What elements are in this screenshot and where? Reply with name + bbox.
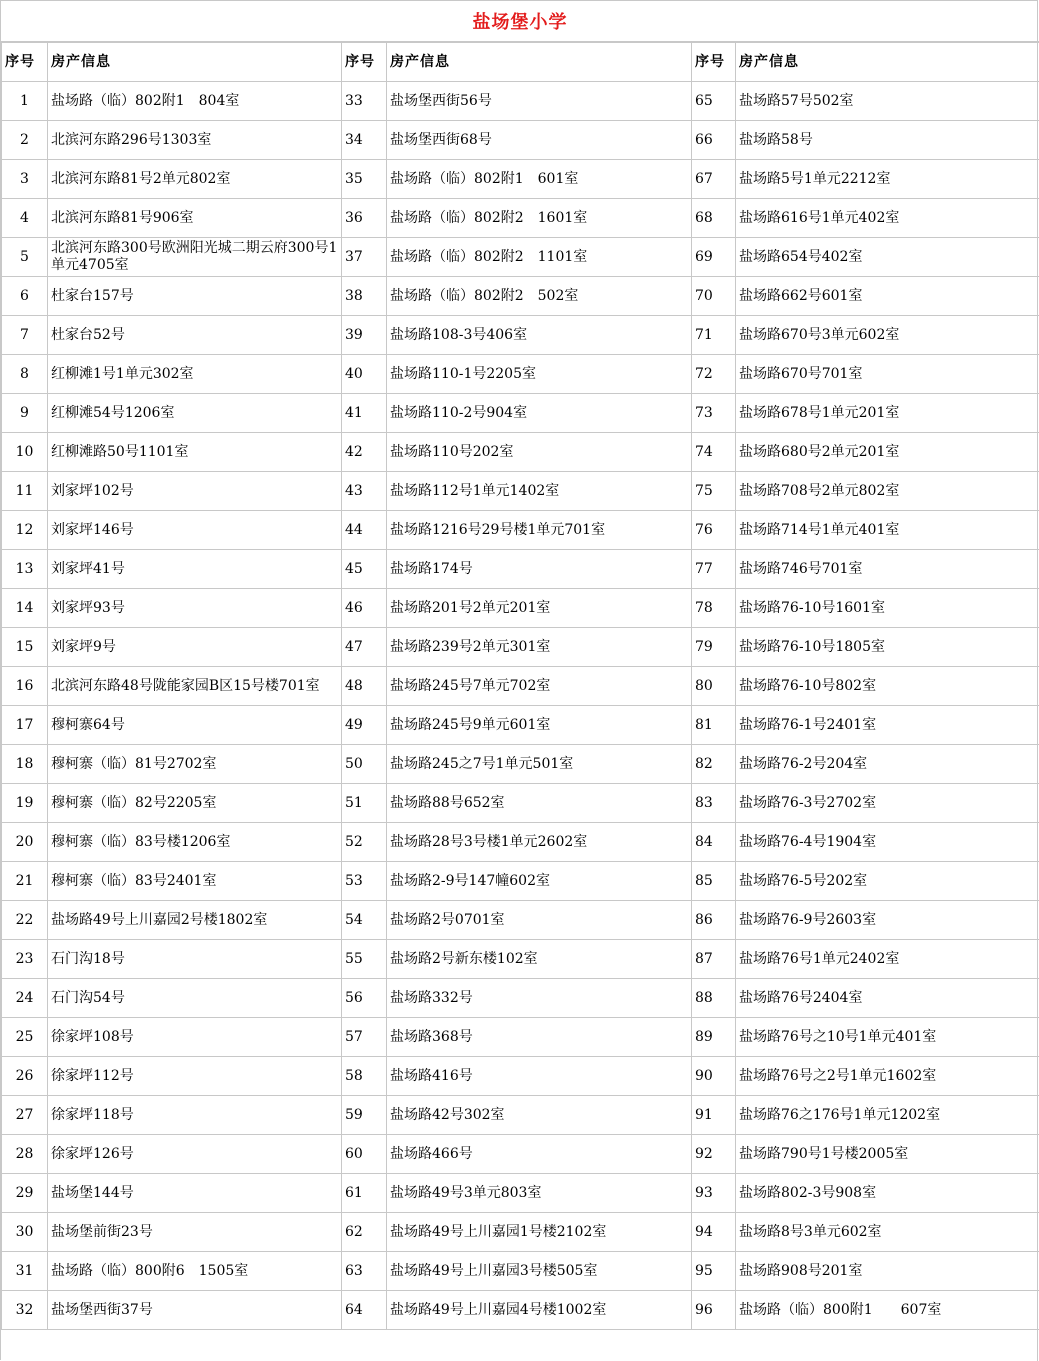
property-info: 盐场路174号 bbox=[387, 550, 692, 589]
row-number: 4 bbox=[2, 199, 48, 238]
property-info: 盐场路76-9号2603室 bbox=[736, 901, 1039, 940]
table-row bbox=[2, 784, 1039, 823]
table-row bbox=[2, 316, 1039, 355]
property-info: 刘家坪9号 bbox=[48, 628, 342, 667]
table-row bbox=[2, 1135, 1039, 1174]
row-number: 35 bbox=[342, 160, 387, 199]
row-number: 96 bbox=[692, 1291, 736, 1330]
property-info: 北滨河东路81号2单元802室 bbox=[48, 160, 342, 199]
row-number: 12 bbox=[2, 511, 48, 550]
property-info: 穆柯寨64号 bbox=[48, 706, 342, 745]
table-row bbox=[2, 1018, 1039, 1057]
property-info: 盐场路670号701室 bbox=[736, 355, 1039, 394]
property-info: 穆柯寨（临）82号2205室 bbox=[48, 784, 342, 823]
table-row bbox=[2, 199, 1039, 238]
table-row bbox=[2, 1057, 1039, 1096]
row-number: 13 bbox=[2, 550, 48, 589]
row-number: 14 bbox=[2, 589, 48, 628]
property-info: 盐场路802-3号908室 bbox=[736, 1174, 1039, 1213]
row-number: 34 bbox=[342, 121, 387, 160]
row-number: 84 bbox=[692, 823, 736, 862]
property-info: 盐场路908号201室 bbox=[736, 1252, 1039, 1291]
row-number: 7 bbox=[2, 316, 48, 355]
row-number: 80 bbox=[692, 667, 736, 706]
property-info: 盐场路714号1单元401室 bbox=[736, 511, 1039, 550]
row-number: 8 bbox=[2, 355, 48, 394]
row-number: 87 bbox=[692, 940, 736, 979]
property-info: 盐场路110-1号2205室 bbox=[387, 355, 692, 394]
property-info: 石门沟54号 bbox=[48, 979, 342, 1018]
row-number: 43 bbox=[342, 472, 387, 511]
table-row bbox=[2, 238, 1039, 277]
row-number: 30 bbox=[2, 1213, 48, 1252]
header-info: 房产信息 bbox=[48, 43, 342, 82]
property-info: 盐场路28号3号楼1单元2602室 bbox=[387, 823, 692, 862]
property-info: 盐场路8号3单元602室 bbox=[736, 1213, 1039, 1252]
row-number: 95 bbox=[692, 1252, 736, 1291]
row-number: 91 bbox=[692, 1096, 736, 1135]
table-row bbox=[2, 979, 1039, 1018]
property-info: 杜家台52号 bbox=[48, 316, 342, 355]
property-info: 盐场路42号302室 bbox=[387, 1096, 692, 1135]
row-number: 40 bbox=[342, 355, 387, 394]
property-info: 盐场路112号1单元1402室 bbox=[387, 472, 692, 511]
property-info: 盐场路245之7号1单元501室 bbox=[387, 745, 692, 784]
property-info: 徐家坪108号 bbox=[48, 1018, 342, 1057]
header-row bbox=[2, 43, 1039, 82]
row-number: 73 bbox=[692, 394, 736, 433]
header-no: 序号 bbox=[692, 43, 736, 82]
property-info: 盐场堡西街56号 bbox=[387, 82, 692, 121]
row-number: 17 bbox=[2, 706, 48, 745]
property-info: 盐场路（临）800附1 607室 bbox=[736, 1291, 1039, 1330]
row-number: 31 bbox=[2, 1252, 48, 1291]
property-info: 盐场路76-4号1904室 bbox=[736, 823, 1039, 862]
property-info: 盐场堡144号 bbox=[48, 1174, 342, 1213]
property-info: 盐场堡前街23号 bbox=[48, 1213, 342, 1252]
row-number: 21 bbox=[2, 862, 48, 901]
property-info: 北滨河东路300号欧洲阳光城二期云府300号1单元4705室 bbox=[48, 238, 342, 277]
row-number: 78 bbox=[692, 589, 736, 628]
row-number: 60 bbox=[342, 1135, 387, 1174]
row-number: 48 bbox=[342, 667, 387, 706]
property-info: 盐场路680号2单元201室 bbox=[736, 433, 1039, 472]
property-info: 刘家坪102号 bbox=[48, 472, 342, 511]
row-number: 71 bbox=[692, 316, 736, 355]
row-number: 33 bbox=[342, 82, 387, 121]
row-number: 39 bbox=[342, 316, 387, 355]
property-info: 穆柯寨（临）83号楼1206室 bbox=[48, 823, 342, 862]
row-number: 72 bbox=[692, 355, 736, 394]
row-number: 66 bbox=[692, 121, 736, 160]
row-number: 51 bbox=[342, 784, 387, 823]
table-row bbox=[2, 1213, 1039, 1252]
property-info: 盐场堡西街37号 bbox=[48, 1291, 342, 1330]
property-info: 盐场路（临）802附2 1601室 bbox=[387, 199, 692, 238]
row-number: 2 bbox=[2, 121, 48, 160]
row-number: 65 bbox=[692, 82, 736, 121]
row-number: 74 bbox=[692, 433, 736, 472]
row-number: 82 bbox=[692, 745, 736, 784]
property-info: 盐场路670号3单元602室 bbox=[736, 316, 1039, 355]
property-info: 盐场路201号2单元201室 bbox=[387, 589, 692, 628]
row-number: 1 bbox=[2, 82, 48, 121]
row-number: 63 bbox=[342, 1252, 387, 1291]
property-info: 盐场路1216号29号楼1单元701室 bbox=[387, 511, 692, 550]
property-info: 盐场路708号2单元802室 bbox=[736, 472, 1039, 511]
table-row bbox=[2, 706, 1039, 745]
grid-border bbox=[1037, 0, 1038, 1361]
table-row bbox=[2, 628, 1039, 667]
property-info: 盐场路49号上川嘉园3号楼505室 bbox=[387, 1252, 692, 1291]
row-number: 36 bbox=[342, 199, 387, 238]
property-info: 盐场路76-3号2702室 bbox=[736, 784, 1039, 823]
row-number: 25 bbox=[2, 1018, 48, 1057]
table-row bbox=[2, 550, 1039, 589]
property-info: 盐场路5号1单元2212室 bbox=[736, 160, 1039, 199]
property-info: 石门沟18号 bbox=[48, 940, 342, 979]
property-info: 盐场路88号652室 bbox=[387, 784, 692, 823]
property-info: 盐场路2号0701室 bbox=[387, 901, 692, 940]
row-number: 18 bbox=[2, 745, 48, 784]
property-info: 盐场路76-5号202室 bbox=[736, 862, 1039, 901]
table-row bbox=[2, 823, 1039, 862]
row-number: 77 bbox=[692, 550, 736, 589]
property-info: 盐场路76-10号802室 bbox=[736, 667, 1039, 706]
property-info: 盐场路368号 bbox=[387, 1018, 692, 1057]
table-row bbox=[2, 394, 1039, 433]
table-row bbox=[2, 277, 1039, 316]
table-row bbox=[2, 667, 1039, 706]
property-info: 盐场路2号新东楼102室 bbox=[387, 940, 692, 979]
row-number: 41 bbox=[342, 394, 387, 433]
row-number: 15 bbox=[2, 628, 48, 667]
property-info: 北滨河东路81号906室 bbox=[48, 199, 342, 238]
property-info: 盐场路76号2404室 bbox=[736, 979, 1039, 1018]
row-number: 42 bbox=[342, 433, 387, 472]
row-number: 37 bbox=[342, 238, 387, 277]
row-number: 22 bbox=[2, 901, 48, 940]
table-row bbox=[2, 589, 1039, 628]
row-number: 70 bbox=[692, 277, 736, 316]
row-number: 11 bbox=[2, 472, 48, 511]
property-info: 盐场路332号 bbox=[387, 979, 692, 1018]
row-number: 44 bbox=[342, 511, 387, 550]
row-number: 6 bbox=[2, 277, 48, 316]
property-info: 盐场路662号601室 bbox=[736, 277, 1039, 316]
property-info: 盐场路790号1号楼2005室 bbox=[736, 1135, 1039, 1174]
table-row bbox=[2, 940, 1039, 979]
row-number: 29 bbox=[2, 1174, 48, 1213]
row-number: 47 bbox=[342, 628, 387, 667]
row-number: 28 bbox=[2, 1135, 48, 1174]
row-number: 5 bbox=[2, 238, 48, 277]
property-info: 盐场路245号9单元601室 bbox=[387, 706, 692, 745]
table-row bbox=[2, 901, 1039, 940]
table-row bbox=[2, 1252, 1039, 1291]
property-info: 盐场路76-10号1805室 bbox=[736, 628, 1039, 667]
row-number: 49 bbox=[342, 706, 387, 745]
row-number: 64 bbox=[342, 1291, 387, 1330]
row-number: 20 bbox=[2, 823, 48, 862]
property-info: 盐场路（临）802附2 1101室 bbox=[387, 238, 692, 277]
row-number: 56 bbox=[342, 979, 387, 1018]
row-number: 88 bbox=[692, 979, 736, 1018]
table-row bbox=[2, 862, 1039, 901]
row-number: 81 bbox=[692, 706, 736, 745]
property-info: 刘家坪41号 bbox=[48, 550, 342, 589]
table-row bbox=[2, 1096, 1039, 1135]
property-info: 盐场路2-9号147幢602室 bbox=[387, 862, 692, 901]
row-number: 79 bbox=[692, 628, 736, 667]
table-row bbox=[2, 433, 1039, 472]
header-no: 序号 bbox=[342, 43, 387, 82]
property-info: 盐场路746号701室 bbox=[736, 550, 1039, 589]
property-info: 盐场路49号3单元803室 bbox=[387, 1174, 692, 1213]
property-info: 盐场路57号502室 bbox=[736, 82, 1039, 121]
property-info: 盐场堡西街68号 bbox=[387, 121, 692, 160]
property-info: 盐场路76号之10号1单元401室 bbox=[736, 1018, 1039, 1057]
row-number: 61 bbox=[342, 1174, 387, 1213]
property-info: 盐场路49号上川嘉园4号楼1002室 bbox=[387, 1291, 692, 1330]
property-info: 盐场路76-2号204室 bbox=[736, 745, 1039, 784]
row-number: 52 bbox=[342, 823, 387, 862]
row-number: 23 bbox=[2, 940, 48, 979]
row-number: 94 bbox=[692, 1213, 736, 1252]
property-info: 盐场路110-2号904室 bbox=[387, 394, 692, 433]
property-info: 盐场路49号上川嘉园1号楼2102室 bbox=[387, 1213, 692, 1252]
row-number: 83 bbox=[692, 784, 736, 823]
property-info: 盐场路（临）802附2 502室 bbox=[387, 277, 692, 316]
table-row bbox=[2, 355, 1039, 394]
row-number: 9 bbox=[2, 394, 48, 433]
property-info: 徐家坪118号 bbox=[48, 1096, 342, 1135]
property-info: 盐场路110号202室 bbox=[387, 433, 692, 472]
row-number: 57 bbox=[342, 1018, 387, 1057]
property-info: 盐场路76-1号2401室 bbox=[736, 706, 1039, 745]
property-info: 盐场路416号 bbox=[387, 1057, 692, 1096]
header-info: 房产信息 bbox=[387, 43, 692, 82]
row-number: 89 bbox=[692, 1018, 736, 1057]
row-number: 58 bbox=[342, 1057, 387, 1096]
row-number: 75 bbox=[692, 472, 736, 511]
property-info: 盐场路76-10号1601室 bbox=[736, 589, 1039, 628]
row-number: 85 bbox=[692, 862, 736, 901]
property-info: 红柳滩54号1206室 bbox=[48, 394, 342, 433]
property-info: 徐家坪126号 bbox=[48, 1135, 342, 1174]
table-row bbox=[2, 472, 1039, 511]
table-row bbox=[2, 160, 1039, 199]
property-info: 刘家坪93号 bbox=[48, 589, 342, 628]
property-info: 盐场路239号2单元301室 bbox=[387, 628, 692, 667]
table-row bbox=[2, 1174, 1039, 1213]
row-number: 10 bbox=[2, 433, 48, 472]
row-number: 45 bbox=[342, 550, 387, 589]
row-number: 62 bbox=[342, 1213, 387, 1252]
row-number: 50 bbox=[342, 745, 387, 784]
row-number: 92 bbox=[692, 1135, 736, 1174]
row-number: 86 bbox=[692, 901, 736, 940]
row-number: 76 bbox=[692, 511, 736, 550]
row-number: 59 bbox=[342, 1096, 387, 1135]
property-info: 盐场路（临）800附6 1505室 bbox=[48, 1252, 342, 1291]
property-info: 杜家台157号 bbox=[48, 277, 342, 316]
property-info: 穆柯寨（临）83号2401室 bbox=[48, 862, 342, 901]
row-number: 69 bbox=[692, 238, 736, 277]
row-number: 46 bbox=[342, 589, 387, 628]
property-table bbox=[1, 42, 1039, 1330]
header-info: 房产信息 bbox=[736, 43, 1039, 82]
sheet-title: 盐场堡小学 bbox=[1, 1, 1039, 42]
property-info: 盐场路108-3号406室 bbox=[387, 316, 692, 355]
row-number: 26 bbox=[2, 1057, 48, 1096]
property-info: 北滨河东路296号1303室 bbox=[48, 121, 342, 160]
row-number: 93 bbox=[692, 1174, 736, 1213]
property-info: 盐场路76号之2号1单元1602室 bbox=[736, 1057, 1039, 1096]
row-number: 53 bbox=[342, 862, 387, 901]
property-info: 盐场路58号 bbox=[736, 121, 1039, 160]
property-info: 盐场路654号402室 bbox=[736, 238, 1039, 277]
row-number: 16 bbox=[2, 667, 48, 706]
table-row bbox=[2, 1291, 1039, 1330]
property-info: 盐场路（临）802附1 601室 bbox=[387, 160, 692, 199]
property-info: 徐家坪112号 bbox=[48, 1057, 342, 1096]
property-info: 盐场路49号上川嘉园2号楼1802室 bbox=[48, 901, 342, 940]
row-number: 27 bbox=[2, 1096, 48, 1135]
row-number: 54 bbox=[342, 901, 387, 940]
row-number: 24 bbox=[2, 979, 48, 1018]
property-info: 红柳滩路50号1101室 bbox=[48, 433, 342, 472]
property-info: 盐场路466号 bbox=[387, 1135, 692, 1174]
row-number: 55 bbox=[342, 940, 387, 979]
property-info: 盐场路678号1单元201室 bbox=[736, 394, 1039, 433]
row-number: 32 bbox=[2, 1291, 48, 1330]
row-number: 38 bbox=[342, 277, 387, 316]
table-row bbox=[2, 745, 1039, 784]
table-row bbox=[2, 82, 1039, 121]
property-info: 穆柯寨（临）81号2702室 bbox=[48, 745, 342, 784]
property-info: 盐场路245号7单元702室 bbox=[387, 667, 692, 706]
row-number: 67 bbox=[692, 160, 736, 199]
property-info: 北滨河东路48号陇能家园B区15号楼701室 bbox=[48, 667, 342, 706]
row-number: 3 bbox=[2, 160, 48, 199]
property-info: 红柳滩1号1单元302室 bbox=[48, 355, 342, 394]
property-info: 盐场路（临）802附1 804室 bbox=[48, 82, 342, 121]
property-info: 盐场路616号1单元402室 bbox=[736, 199, 1039, 238]
header-no: 序号 bbox=[2, 43, 48, 82]
property-info: 刘家坪146号 bbox=[48, 511, 342, 550]
property-info: 盐场路76号1单元2402室 bbox=[736, 940, 1039, 979]
property-info: 盐场路76之176号1单元1202室 bbox=[736, 1096, 1039, 1135]
table-row bbox=[2, 121, 1039, 160]
row-number: 68 bbox=[692, 199, 736, 238]
row-number: 90 bbox=[692, 1057, 736, 1096]
row-number: 19 bbox=[2, 784, 48, 823]
table-row bbox=[2, 511, 1039, 550]
